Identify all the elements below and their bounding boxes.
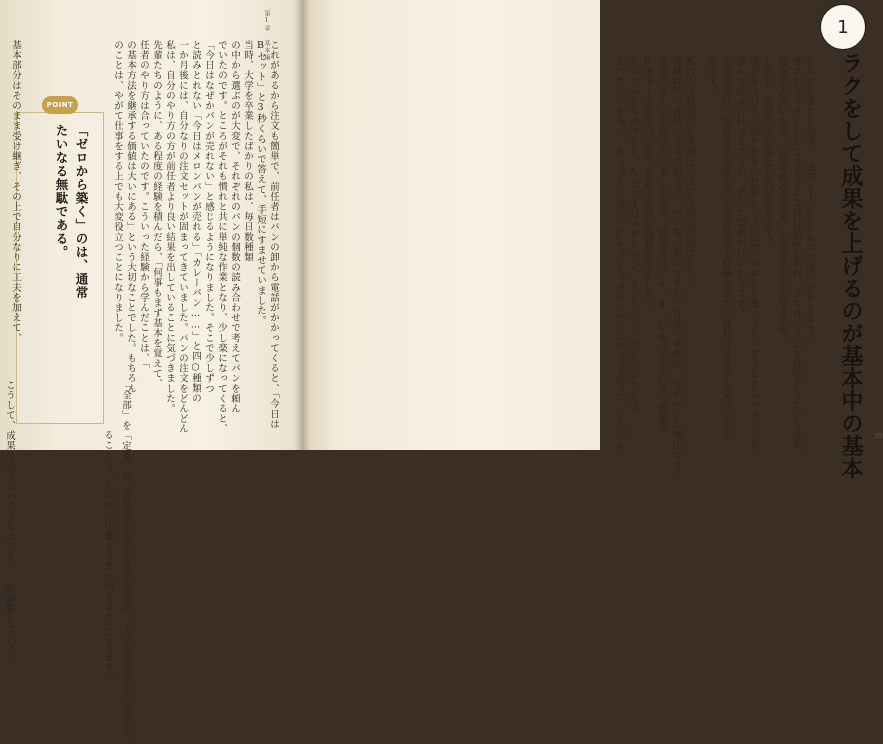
text-column: 基本部分はそのまま受け継ぎ、その上で自分なりに工夫を加えて、 <box>10 40 21 343</box>
text-column: 「今日はなぜかパンが売れない」と感じるようになりました。そこで少しずつ <box>203 40 214 394</box>
text-column: でいたのです。ところがそれも慣れと共に単純な作業となり、少し楽になってくると、 <box>216 40 227 434</box>
page-number: 35 <box>874 432 883 440</box>
point-text-column: 「ゼロから築く」のは、通常 <box>74 124 89 300</box>
text-column: しかし、実はここに落とし穴があります。 <box>762 56 773 248</box>
text-column: ゼロからスタートしてさまざまな試行錯誤を重ね、より良い方法を見出そうという意気 <box>790 56 801 450</box>
text-column: 書籍以外の食品・文具の担当で、パン等の発注ですが、日常の業務の一つがパンの発注です。 <box>670 56 681 481</box>
text-column: この真実は、私自身その後も穴から抜け出す経験の中で、遅ればせながら気づいたも <box>720 56 731 440</box>
left-page <box>0 0 302 744</box>
text-column: 成果を上げる方法や仕事の技術というのは、ゼロから築くより、すでにあるパターンを <box>748 56 759 450</box>
text-column: シンプルなものでした。Aセットはメロンパン、カレーパン、アンパンなど主 <box>628 56 639 411</box>
right-page <box>302 0 883 481</box>
point-badge: POINT <box>42 96 78 114</box>
text-column: Bセットで扱うパンは、おおよそ四○種類ありました。 <box>642 56 653 312</box>
text-column: と読みとれない「今日はメロンパンが売れる」「カレーパン……」と四○種類の <box>190 40 201 404</box>
chapter-number-badge <box>820 4 866 50</box>
text-column: どんな仕事にも必ず、「成果を上げるための方法」があります。 <box>804 56 815 345</box>
text-column: 一か月後には、自分なりの注文セットが固まってきていました。パンの注文をどんどん <box>177 40 188 434</box>
text-column: のことは、やがて仕事をする上でも大変役立つことになりました。 <box>112 40 123 343</box>
text-column: 先輩たちのように、ある程度の経験を積んだら、「何事もまず基本を覚えて、 <box>151 40 162 389</box>
text-column: 当時、大学を卒業したばかりの私は、毎日数種類 <box>242 40 253 263</box>
text-column: 任者のやり方は合っていたのです。こういった経験から学んだことは、「 <box>138 40 149 369</box>
text-column: の中から選ぶのが大変で、それぞれのパンの個数の読み合わせで考えてパンを頼ん <box>229 40 240 414</box>
chapter-title: ラクをして成果を上げるのが基本中の基本 <box>838 52 863 480</box>
text-column: 込みの人がいたら、「仕事熱心だなあ」と思うかもしれません。 <box>776 56 787 345</box>
text-column: 私は、自分のやり方の方が前任者より良い結果を出していることに気づきました。 <box>164 40 175 414</box>
text-column: だったパンが各三、Bセットは各三、Cセットはメロンパン以外は全部各二、といった <box>614 56 625 453</box>
book-gutter <box>294 0 310 450</box>
text-column: 盗んで組み合わせるほうが、ずっと効率がいいからです。 <box>734 56 745 319</box>
text-column: ることで、その後の仕事もうまく回るようになります。 <box>102 430 113 683</box>
text-column: の基本方法を継承する価値は大いにある」という大切なことでした。もちろん <box>125 40 136 394</box>
text-column: 私の人生最初の仕事場は、大学生協の売店でした。 <box>684 56 695 289</box>
text-column: これがあるから注文も簡単で、前任者はパンの卸から電話がかかってくると、「今日は <box>268 40 279 430</box>
running-head: 第1章 基本編 <box>263 10 270 61</box>
chapter-number: 1 <box>837 16 849 38</box>
text-column: のです。 <box>706 56 717 97</box>
text-column: 注文パターンを作っていましたので、前任者は、A、B、Cセットという三種類の <box>656 56 667 435</box>
text-column: Bセット」と3秒くらいで答えて、手短にすませていました。 <box>255 40 266 326</box>
text-column: こうして、成果は必ずついてくるのです。 微調整していく。 <box>4 380 15 665</box>
text-column: 「全部」を「定番」に、自分で工夫して覚えた方が、ずっと効率がよいのです。 <box>120 380 131 744</box>
point-text-column: たいなる無駄である。 <box>54 124 69 259</box>
